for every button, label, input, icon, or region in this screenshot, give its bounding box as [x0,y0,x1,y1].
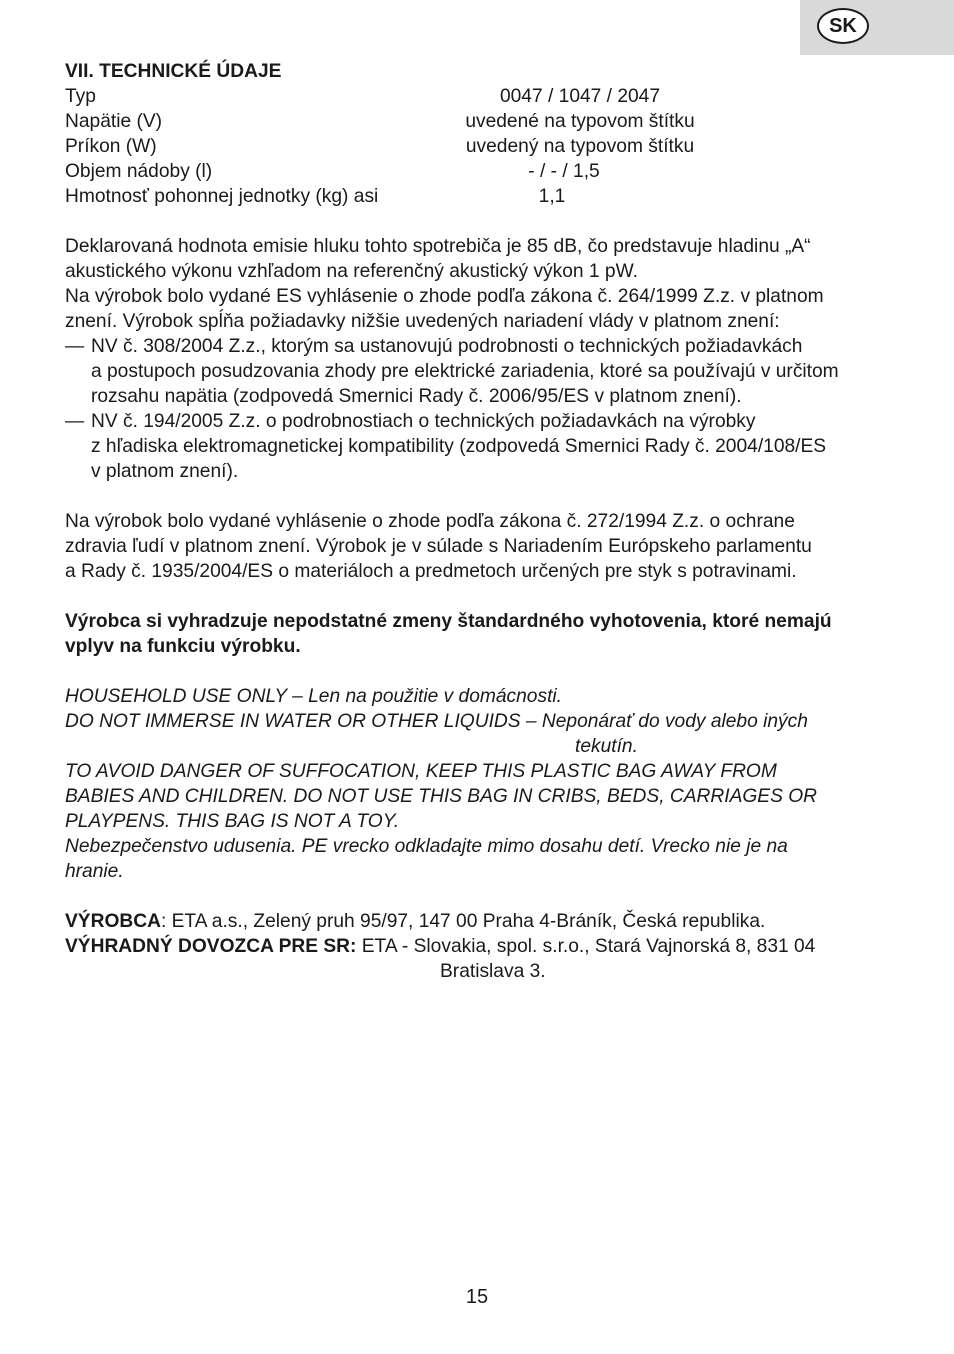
document-body [65,59,905,984]
text-line: zdravia ľudí v platnom znení. Výrobok je v súlade s Nariadením Európskeho parlamentu [65,536,812,557]
importer-label: VÝHRADNÝ DOVOZCA PRE SR: [65,936,357,957]
suffocation-warning: TO AVOID DANGER OF SUFFOCATION, KEEP THIS PLASTIC BAG AWAY FROM [65,761,777,782]
spec-row [65,184,905,209]
immerse-warning-cont: tekutín. [575,736,638,757]
text-line: z hľadiska elektromagnetickej kompatibility (zodpovedá Smernici Rady č. 2004/108/ES [91,436,827,457]
spec-table [65,84,905,209]
text-line: vplyv na funkciu výrobku. [65,636,301,657]
regulation-item [65,409,905,484]
spec-value: 1,1 [538,186,566,207]
language-tab [800,0,954,55]
manufacturer-text: : ETA a.s., Zelený pruh 95/97, 147 00 Praha 4-Bráník, Česká republika. [160,911,766,932]
spec-value: uvedené na typovom štítku [465,111,695,132]
text-line: znení. Výrobok spĺňa požiadavky nižšie uvedených nariadení vlády v platnom znení: [65,311,780,332]
suffocation-warning: BABIES AND CHILDREN. DO NOT USE THIS BAG IN CRIBS, BEDS, CARRIAGES OR [65,786,818,807]
suffocation-warning: Nebezpečenstvo udusenia. PE vrecko odkladajte mimo dosahu detí. Vrecko nie je na [65,836,788,857]
warnings [65,684,905,884]
spec-label: Napätie (V) [65,111,163,132]
spec-value: - / - / 1,5 [528,161,600,182]
spec-row [65,84,905,109]
text-line: Deklarovaná hodnota emisie hluku tohto spotrebiča je 85 dB, čo predstavuje hladinu „A“ [65,236,811,257]
suffocation-warning: hranie. [65,861,124,882]
spec-row [65,159,905,184]
language-badge: SK [817,8,869,44]
regulation-item [65,334,905,409]
immerse-warning: DO NOT IMMERSE IN WATER OR OTHER LIQUIDS – Neponárať do vody alebo iných [65,711,808,732]
reservation-notice [65,609,905,659]
dash-bullet: — [65,411,85,432]
spec-label: Typ [65,86,96,107]
text-line: Na výrobok bolo vydané vyhlásenie o zhode podľa zákona č. 272/1994 Z.z. o ochrane [65,511,795,532]
section-heading: VII. TECHNICKÉ ÚDAJE [65,61,282,82]
noise-declaration [65,234,905,334]
text-line: rozsahu napätia (zodpovedá Smernici Rady č. 2006/95/ES v platnom znení). [91,386,742,407]
spec-row [65,109,905,134]
page-number: 15 [465,1286,489,1308]
importer-line [65,934,905,959]
spec-label: Hmotnosť pohonnej jednotky (kg) asi [65,186,379,207]
spec-value: uvedený na typovom štítku [465,136,695,157]
spec-row [65,134,905,159]
manufacturer-line [65,909,905,934]
text-line: Výrobca si vyhradzuje nepodstatné zmeny štandardného vyhotovenia, ktoré nemajú [65,611,832,632]
text-line: NV č. 194/2005 Z.z. o podrobnostiach o technických požiadavkách na výrobky [91,411,756,432]
importer-line-cont: Bratislava 3. [440,961,546,982]
text-line: v platnom znení). [91,461,239,482]
manufacturer-label: VÝROBCA [65,911,161,932]
spec-label: Objem nádoby (l) [65,161,213,182]
health-declaration [65,509,905,584]
dash-bullet: — [65,336,85,357]
text-line: akustického výkonu vzhľadom na referenčný akustický výkon 1 pW. [65,261,638,282]
spec-label: Príkon (W) [65,136,157,157]
text-line: NV č. 308/2004 Z.z., ktorým sa ustanovujú podrobnosti o technických požiadavkách [91,336,803,357]
spec-value: 0047 / 1047 / 2047 [499,86,661,107]
household-warning: HOUSEHOLD USE ONLY – Len na použitie v domácnosti. [65,686,562,707]
text-line: Na výrobok bolo vydané ES vyhlásenie o zhode podľa zákona č. 264/1999 Z.z. v platnom [65,286,824,307]
text-line: a Rady č. 1935/2004/ES o materiáloch a predmetoch určených pre styk s potravinami. [65,561,797,582]
importer-text: ETA - Slovakia, spol. s.r.o., Stará Vajnorská 8, 831 04 [356,936,816,957]
suffocation-warning: PLAYPENS. THIS BAG IS NOT A TOY. [65,811,400,832]
text-line: a postupoch posudzovania zhody pre elektrické zariadenia, ktoré sa používajú v určitom [91,361,839,382]
